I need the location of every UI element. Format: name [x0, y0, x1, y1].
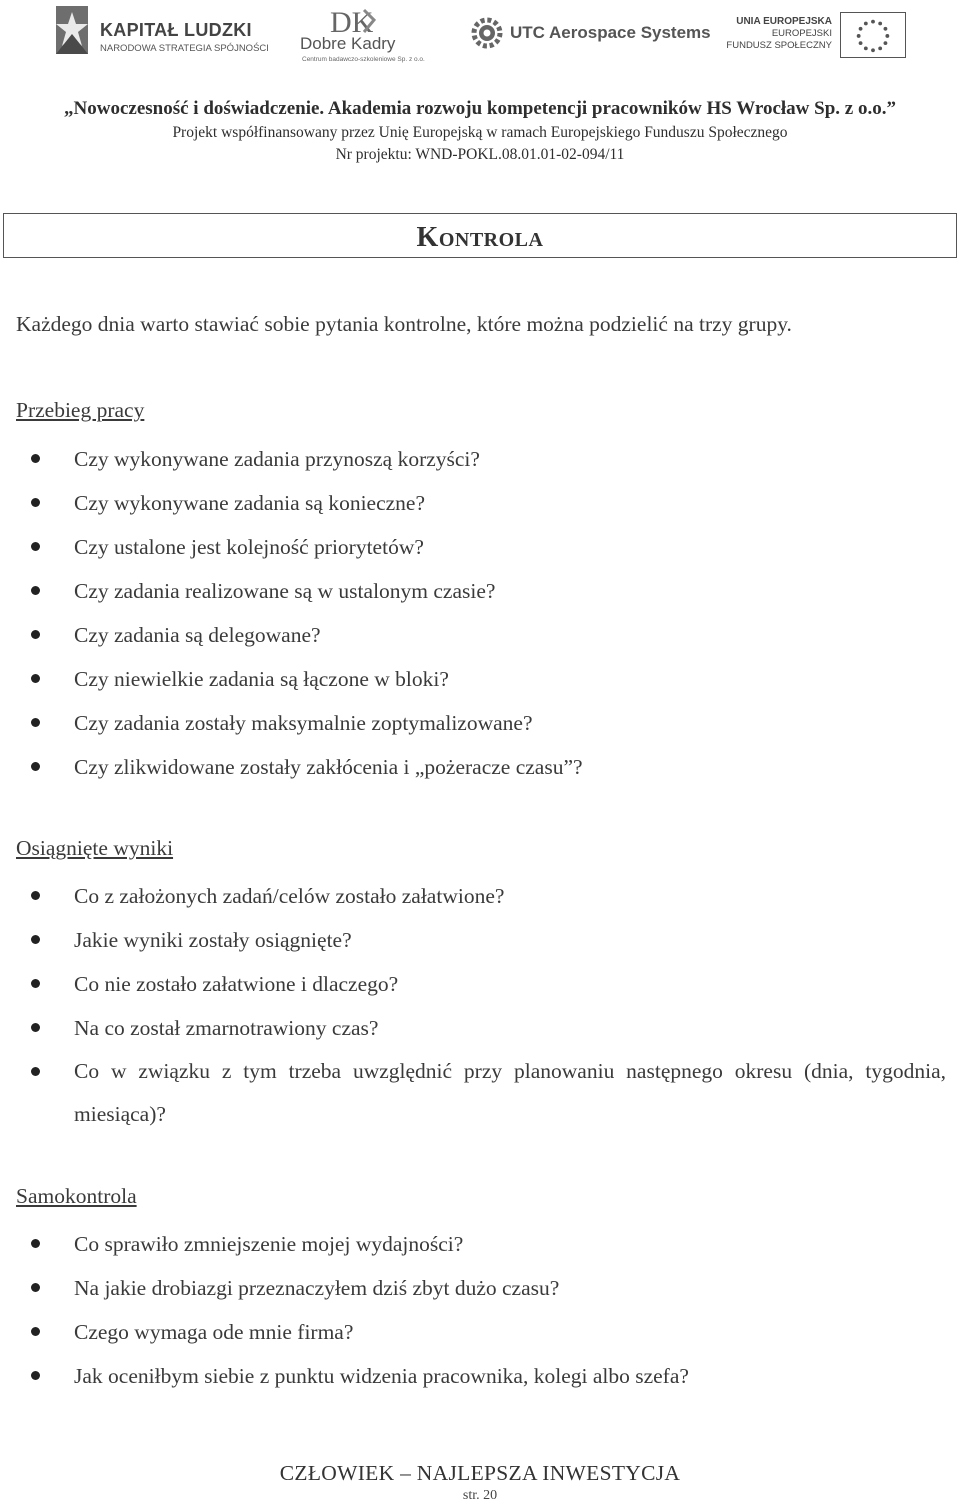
- utc-gear-icon: [470, 16, 504, 50]
- list-item: [0, 874, 960, 918]
- list-item: [0, 1266, 960, 1310]
- utc-logo: [470, 16, 711, 50]
- list-item: [0, 1006, 960, 1050]
- list-item: [0, 1050, 946, 1136]
- list-item-text: Czy zadania są delegowane?: [74, 623, 321, 647]
- list-item: [0, 525, 960, 569]
- list-item: [0, 437, 960, 481]
- bullet-icon: [31, 498, 40, 507]
- bullet-icon: [31, 762, 40, 771]
- bullet-icon: [31, 979, 40, 988]
- question-list-osiagniete-wyniki: [0, 874, 960, 1136]
- eu-line3: FUNDUSZ SPOŁECZNY: [726, 40, 832, 51]
- eu-logo: [726, 10, 910, 60]
- page-title-box: [3, 213, 957, 258]
- list-item-text: Na jakie drobiazgi przeznaczyłem dziś zbyt dużo czasu?: [74, 1276, 560, 1300]
- list-item-text: Na co został zmarnotrawiony czas?: [74, 1016, 379, 1040]
- bullet-icon: [31, 891, 40, 900]
- eu-line1: UNIA EUROPEJSKA: [736, 16, 832, 27]
- bullet-icon: [31, 1283, 40, 1292]
- bullet-icon: [31, 1239, 40, 1248]
- bullet-icon: [31, 542, 40, 551]
- logo-bar: [0, 0, 960, 70]
- list-item: [0, 745, 960, 789]
- bullet-icon: [31, 454, 40, 463]
- kapital-ludzki-subtitle: NARODOWA STRATEGIA SPÓJNOŚCI: [100, 43, 269, 54]
- list-item-text: Co w związku z tym trzeba uwzględnić przy planowaniu następnego okresu (dnia, tygodnia, miesiąca)?: [74, 1059, 946, 1126]
- list-item: [0, 1222, 960, 1266]
- list-item-text: Czego wymaga ode mnie firma?: [74, 1320, 354, 1344]
- list-item: [0, 918, 960, 962]
- section-title-osiagniete-wyniki: Osiągnięte wyniki: [16, 836, 174, 860]
- list-item-text: Co sprawiło zmniejszenie mojej wydajności?: [74, 1232, 464, 1256]
- kapital-ludzki-title: KAPITAŁ LUDZKI: [100, 20, 252, 40]
- section-title-samokontrola: Samokontrola: [16, 1184, 137, 1208]
- list-item-text: Czy zadania zostały maksymalnie zoptymalizowane?: [74, 711, 533, 735]
- project-header: [0, 96, 960, 166]
- dobre-kadry-title: Dobre Kadry: [300, 34, 396, 53]
- list-item-text: Jakie wyniki zostały osiągnięte?: [74, 928, 352, 952]
- list-item-text: Czy wykonywane zadania przynoszą korzyści?: [74, 447, 480, 471]
- intro-text: Każdego dnia warto stawiać sobie pytania kontrolne, które można podzielić na trzy grupy.: [16, 312, 792, 336]
- bullet-icon: [31, 1067, 40, 1076]
- question-list-przebieg-pracy: [0, 437, 960, 789]
- bullet-icon: [31, 586, 40, 595]
- dobre-kadry-logo: [298, 6, 425, 66]
- bullet-icon: [31, 1371, 40, 1380]
- list-item-text: Czy zadania realizowane są w ustalonym czasie?: [74, 579, 496, 603]
- eu-text: [726, 16, 832, 52]
- question-list-samokontrola: [0, 1222, 960, 1398]
- project-title: „Nowoczesność i doświadczenie. Akademia rozwoju kompetencji pracowników HS Wrocław Sp. z o.o.”: [64, 98, 896, 119]
- project-cofinance: Projekt współfinansowany przez Unię Europejską w ramach Europejskiego Funduszu Społecznego: [172, 124, 788, 141]
- list-item: [0, 1354, 960, 1398]
- list-item: [0, 481, 960, 525]
- utc-title: UTC Aerospace Systems: [510, 23, 711, 42]
- list-item-text: Jak oceniłbym siebie z punktu widzenia pracownika, kolegi albo szefa?: [74, 1364, 689, 1388]
- dobre-kadry-mark-text: DK: [330, 6, 374, 36]
- list-item-text: Czy ustalone jest kolejność priorytetów?: [74, 535, 424, 559]
- list-item-text: Czy zlikwidowane zostały zakłócenia i „pożeracze czasu”?: [74, 755, 583, 779]
- eu-line2: EUROPEJSKI: [771, 28, 832, 39]
- kapital-ludzki-logo: [52, 4, 269, 60]
- list-item-text: Czy wykonywane zadania są konieczne?: [74, 491, 426, 515]
- page-number: str. 20: [462, 1488, 498, 1503]
- section-title-przebieg-pracy: Przebieg pracy: [16, 398, 145, 422]
- bullet-icon: [31, 1327, 40, 1336]
- bullet-icon: [31, 1023, 40, 1032]
- dobre-kadry-mark-icon: [324, 6, 380, 36]
- bullet-icon: [31, 674, 40, 683]
- list-item: [0, 962, 960, 1006]
- list-item: [0, 701, 960, 745]
- bullet-icon: [31, 935, 40, 944]
- bullet-icon: [31, 630, 40, 639]
- list-item: [0, 1310, 960, 1354]
- footer-slogan: CZŁOWIEK – NAJLEPSZA INWESTYCJA: [279, 1461, 681, 1485]
- list-item: [0, 613, 960, 657]
- list-item: [0, 569, 960, 613]
- list-item-text: Co nie zostało załatwione i dlaczego?: [74, 972, 399, 996]
- bullet-icon: [31, 718, 40, 727]
- dobre-kadry-subtitle: Centrum badawczo-szkoleniowe Sp. z o.o.: [302, 56, 425, 63]
- list-item-text: Co z założonych zadań/celów zostało załatwione?: [74, 884, 505, 908]
- list-item: [0, 657, 960, 701]
- list-item-text: Czy niewielkie zadania są łączone w bloki?: [74, 667, 449, 691]
- eu-flag-icon: [840, 12, 906, 58]
- kapital-ludzki-star-icon: [52, 4, 92, 56]
- page-footer: [0, 1461, 960, 1504]
- project-number: Nr projektu: WND-POKL.08.01.01-02-094/11: [335, 146, 625, 163]
- page-title: Kontrola: [416, 222, 544, 253]
